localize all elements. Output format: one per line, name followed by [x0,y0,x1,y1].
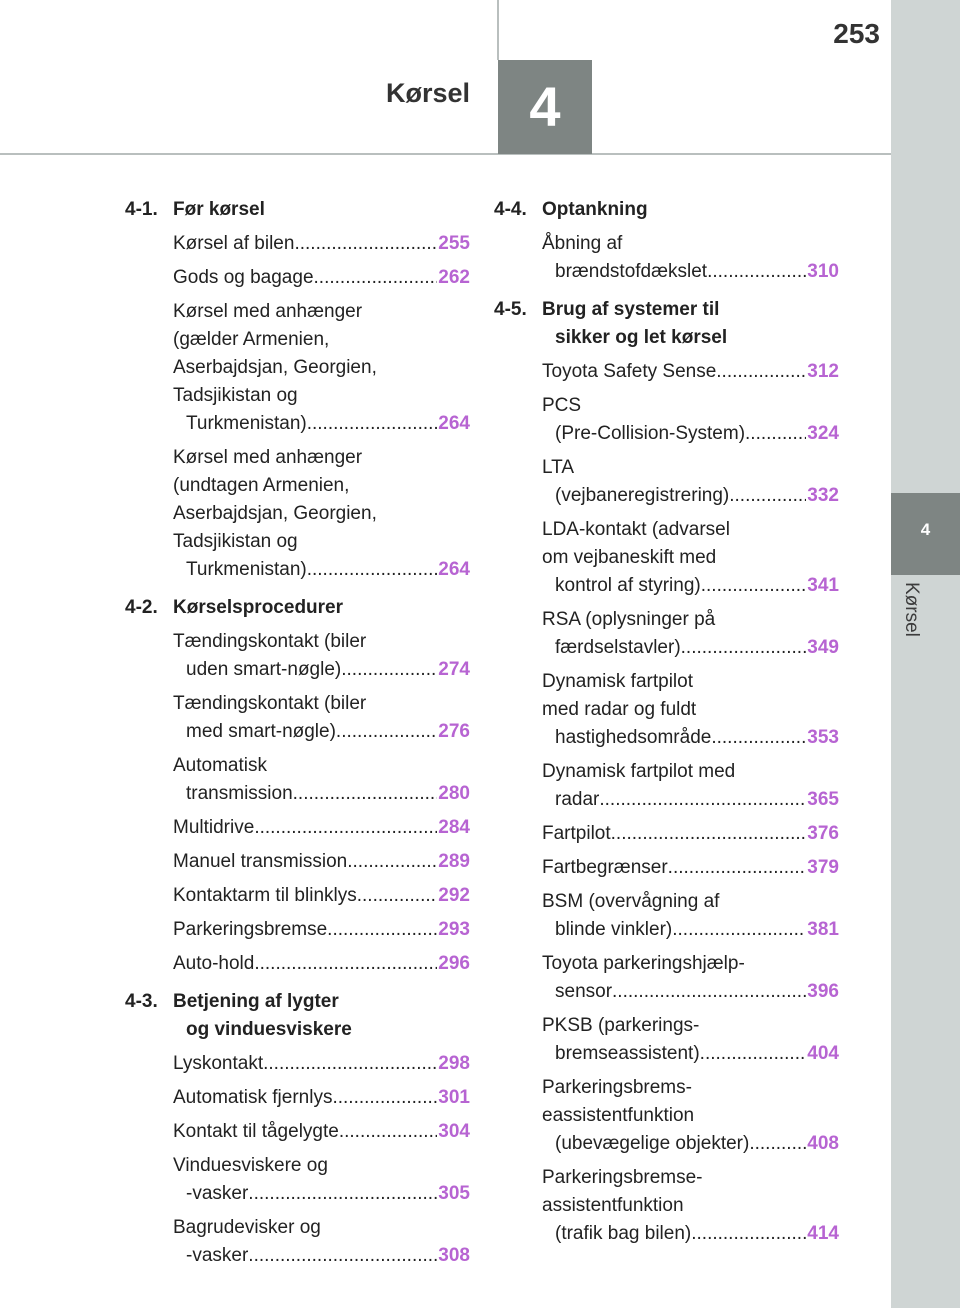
entry-line: LDA-kontakt (advarsel [542,519,730,540]
page-link[interactable]: 341 [807,575,839,596]
toc-entry[interactable] [173,444,470,584]
entry-last-line [555,258,839,286]
chapter-title: Kørsel [385,78,470,108]
toc-entry[interactable] [542,606,839,662]
entry-line: PCS [542,395,582,416]
toc-entry[interactable] [542,950,839,1006]
entry-last-line [555,482,839,510]
entry-line: Tændingskontakt (biler [173,693,367,714]
toc-entry[interactable] [173,916,470,944]
entry-last-line [186,556,470,584]
entry-line: Automatisk [173,755,267,776]
entry-label: Kørsel af bilen [173,233,295,254]
page-link[interactable]: 296 [438,953,470,974]
entry-last-line [173,230,470,258]
dot-leader [599,786,806,814]
section-title [173,594,470,622]
section-title-line: Brug af systemer til [542,299,720,320]
entry-last-line [555,786,839,814]
entry-last-line [173,1050,470,1078]
entry-label: (vejbaneregistrering) [555,485,730,506]
entry-last-line [555,420,839,448]
dot-leader [691,1220,806,1248]
toc-entry[interactable] [542,854,839,882]
dot-leader [749,1130,806,1158]
entry-label: Multidrive [173,817,255,838]
page-link[interactable]: 349 [807,637,839,658]
entry-last-line [173,950,470,978]
entry-last-line [173,848,470,876]
page-link[interactable]: 284 [438,817,470,838]
toc-entry[interactable] [542,1164,839,1248]
dot-leader [612,978,806,1006]
entry-last-line [173,1084,470,1112]
page-link[interactable]: 312 [807,361,839,382]
section-title-line: Kørselsprocedurer [173,597,344,618]
toc-right-column [494,196,839,1254]
entry-last-line [186,410,470,438]
toc-entry[interactable] [173,1214,470,1270]
entry-last-line [555,916,839,944]
entry-line: Dynamisk fartpilot med [542,761,736,782]
section-number: 4-3. [125,991,158,1012]
entry-label: med smart-nøgle) [186,721,336,742]
dot-leader [248,1180,437,1208]
entry-label: hastighedsområde [555,727,712,748]
page-link[interactable]: 396 [807,981,839,1002]
dot-leader [668,854,807,882]
toc-entry[interactable] [173,1084,470,1112]
side-tab-strip [891,0,960,1308]
entry-line: Tadsjikistan og [173,385,298,406]
toc-entry[interactable] [173,1152,470,1208]
section-title [542,196,839,224]
toc-entry[interactable] [542,230,839,286]
entry-line: Bagrudevisker og [173,1217,321,1238]
entry-last-line [555,572,839,600]
toc-entry[interactable] [173,950,470,978]
section-title-line: Optankning [542,199,648,220]
section-title [542,296,839,352]
page-link[interactable]: 276 [438,721,470,742]
entry-line: Tændingskontakt (biler [173,631,367,652]
entry-label: (Pre-Collision-System) [555,423,746,444]
dot-leader [700,1040,807,1068]
page-link[interactable]: 293 [438,919,470,940]
dot-leader [307,556,438,584]
entry-label: -vasker [186,1245,249,1266]
toc-section [125,988,470,1270]
entry-line: Aserbajdsjan, Georgien, [173,503,377,524]
entry-label: Parkeringsbremse [173,919,328,940]
toc-entry[interactable] [173,814,470,842]
entry-label: Fartpilot [542,823,611,844]
entry-line: (undtagen Armenien, [173,475,350,496]
dot-leader [745,420,806,448]
page-link[interactable]: 292 [438,885,470,906]
toc-section [125,594,470,978]
entry-line: LTA [542,457,575,478]
page-link[interactable]: 274 [438,659,470,680]
page-link[interactable]: 408 [807,1133,839,1154]
entry-label: færdselstavler) [555,637,681,658]
entry-label: blinde vinkler) [555,919,673,940]
entry-label: Auto-hold [173,953,255,974]
entry-label: brændstofdækslet [555,261,708,282]
page-link[interactable]: 264 [438,413,470,434]
page-link[interactable]: 298 [438,1053,470,1074]
entry-last-line [542,854,839,882]
entry-line: med radar og fuldt [542,699,697,720]
entry-label: Turkmenistan) [186,413,307,434]
dot-leader [716,358,806,386]
entry-last-line [173,1118,470,1146]
page-link[interactable]: 255 [438,233,470,254]
toc-entry[interactable] [542,888,839,944]
dot-leader [707,258,806,286]
entry-label: Gods og bagage [173,267,314,288]
toc-entry[interactable] [173,752,470,808]
toc-section [125,196,470,584]
toc-entry[interactable] [173,230,470,258]
entry-line: assistentfunktion [542,1195,684,1216]
entry-last-line [542,820,839,848]
dot-leader [336,718,437,746]
toc-section [494,196,839,286]
page-link[interactable]: 353 [807,727,839,748]
entry-label: Turkmenistan) [186,559,307,580]
dot-leader [248,1242,437,1270]
dot-leader [711,724,806,752]
page-number: 253 [833,18,880,49]
chapter-number-box: 4 [498,60,592,154]
entry-line: Toyota parkeringshjælp- [542,953,745,974]
entry-last-line [186,780,470,808]
page-link[interactable]: 404 [807,1043,839,1064]
entry-label: sensor [555,981,613,1002]
section-title-line: Betjening af lygter [173,991,339,1012]
entry-last-line [542,358,839,386]
toc-entry[interactable] [542,1012,839,1068]
dot-leader [332,1084,437,1112]
section-title [173,196,470,224]
dot-leader [672,916,806,944]
entry-last-line [555,1220,839,1248]
toc-entry[interactable] [173,1050,470,1078]
entry-last-line [173,264,470,292]
entry-line: Tadsjikistan og [173,531,298,552]
toc-entry[interactable] [542,820,839,848]
page-link[interactable]: 365 [807,789,839,810]
entry-label: Fartbegrænser [542,857,668,878]
entry-label: Automatisk fjernlys [173,1087,333,1108]
entry-label: Manuel transmission [173,851,348,872]
entry-line: Åbning af [542,233,623,254]
page-link[interactable]: 308 [438,1245,470,1266]
entry-label: bremseassistent) [555,1043,700,1064]
dot-leader [254,950,437,978]
entry-line: Dynamisk fartpilot [542,671,693,692]
toc-entry[interactable] [173,628,470,684]
entry-label: kontrol af styring) [555,575,701,596]
toc-entry[interactable] [542,392,839,448]
section-number: 4-5. [494,299,527,320]
entry-last-line [555,1130,839,1158]
dot-leader [701,572,807,600]
dot-leader [729,482,806,510]
entry-line: PKSB (parkerings- [542,1015,700,1036]
entry-line: om vejbaneskift med [542,547,717,568]
entry-last-line [555,978,839,1006]
page-link[interactable]: 280 [438,783,470,804]
toc-entry[interactable] [542,1074,839,1158]
page-link[interactable]: 376 [807,823,839,844]
page-link[interactable]: 310 [807,261,839,282]
page-link[interactable]: 379 [807,857,839,878]
page-link[interactable]: 332 [807,485,839,506]
page-link[interactable]: 304 [438,1121,470,1142]
entry-last-line [186,656,470,684]
dot-leader [611,820,807,848]
entry-label: uden smart-nøgle) [186,659,342,680]
toc-entry[interactable] [542,758,839,814]
page-link[interactable]: 301 [438,1087,470,1108]
side-tab-label: Kørsel [901,582,922,637]
entry-line: (gælder Armenien, [173,329,330,350]
toc-entry[interactable] [542,454,839,510]
toc-left-column [125,196,470,1276]
header-horizontal-rule [0,153,891,155]
entry-last-line [555,1040,839,1068]
entry-label: (trafik bag bilen) [555,1223,692,1244]
toc-entry[interactable] [173,298,470,438]
dot-leader [293,780,438,808]
entry-label: radar [555,789,600,810]
entry-label: -vasker [186,1183,249,1204]
header-vertical-rule [497,0,499,60]
dot-leader [263,1050,437,1078]
toc-entry[interactable] [173,690,470,746]
entry-last-line [173,814,470,842]
dot-leader [294,230,437,258]
entry-last-line [186,718,470,746]
page-link[interactable]: 414 [807,1223,839,1244]
toc-entry[interactable] [173,848,470,876]
entry-last-line [186,1180,470,1208]
dot-leader [254,814,437,842]
entry-line: Vinduesviskere og [173,1155,328,1176]
entry-line: BSM (overvågning af [542,891,720,912]
section-title-line: sikker og let kørsel [555,327,728,348]
toc-entry[interactable] [173,264,470,292]
entry-line: eassistentfunktion [542,1105,695,1126]
side-tab-number: 4 [920,520,931,539]
entry-last-line [173,916,470,944]
toc-section [494,296,839,1248]
page-link[interactable]: 305 [438,1183,470,1204]
entry-line: Parkeringsbremse- [542,1167,703,1188]
toc-entry[interactable] [542,668,839,752]
page-link[interactable]: 264 [438,559,470,580]
entry-last-line [555,634,839,662]
toc-entry[interactable] [173,882,470,910]
entry-last-line [173,882,470,910]
dot-leader [347,848,437,876]
entry-label: Kontaktarm til blinklys [173,885,357,906]
page-link[interactable]: 262 [438,267,470,288]
entry-label: (ubevægelige objekter) [555,1133,750,1154]
dot-leader [681,634,807,662]
entry-label: Toyota Safety Sense [542,361,717,382]
entry-line: Aserbajdsjan, Georgien, [173,357,377,378]
entry-line: Kørsel med anhænger [173,301,363,322]
entry-label: Lyskontakt [173,1053,264,1074]
section-number: 4-2. [125,597,158,618]
section-title-line: Før kørsel [173,199,265,220]
toc-entry[interactable] [542,358,839,386]
toc-entry[interactable] [542,516,839,600]
entry-last-line [555,724,839,752]
dot-leader [357,882,438,910]
section-title [173,988,470,1044]
entry-label: Kontakt til tågelygte [173,1121,339,1142]
page-link[interactable]: 289 [438,851,470,872]
entry-last-line [186,1242,470,1270]
section-title-line: og vinduesviskere [186,1019,352,1040]
toc-entry[interactable] [173,1118,470,1146]
entry-line: RSA (oplysninger på [542,609,716,630]
entry-line: Kørsel med anhænger [173,447,363,468]
dot-leader [307,410,438,438]
dot-leader [327,916,437,944]
dot-leader [339,1118,437,1146]
dot-leader [314,264,438,292]
page-link[interactable]: 324 [807,423,839,444]
entry-label: transmission [186,783,293,804]
entry-line: Parkeringsbrems- [542,1077,692,1098]
section-number: 4-4. [494,199,527,220]
section-number: 4-1. [125,199,158,220]
dot-leader [341,656,437,684]
page-link[interactable]: 381 [807,919,839,940]
